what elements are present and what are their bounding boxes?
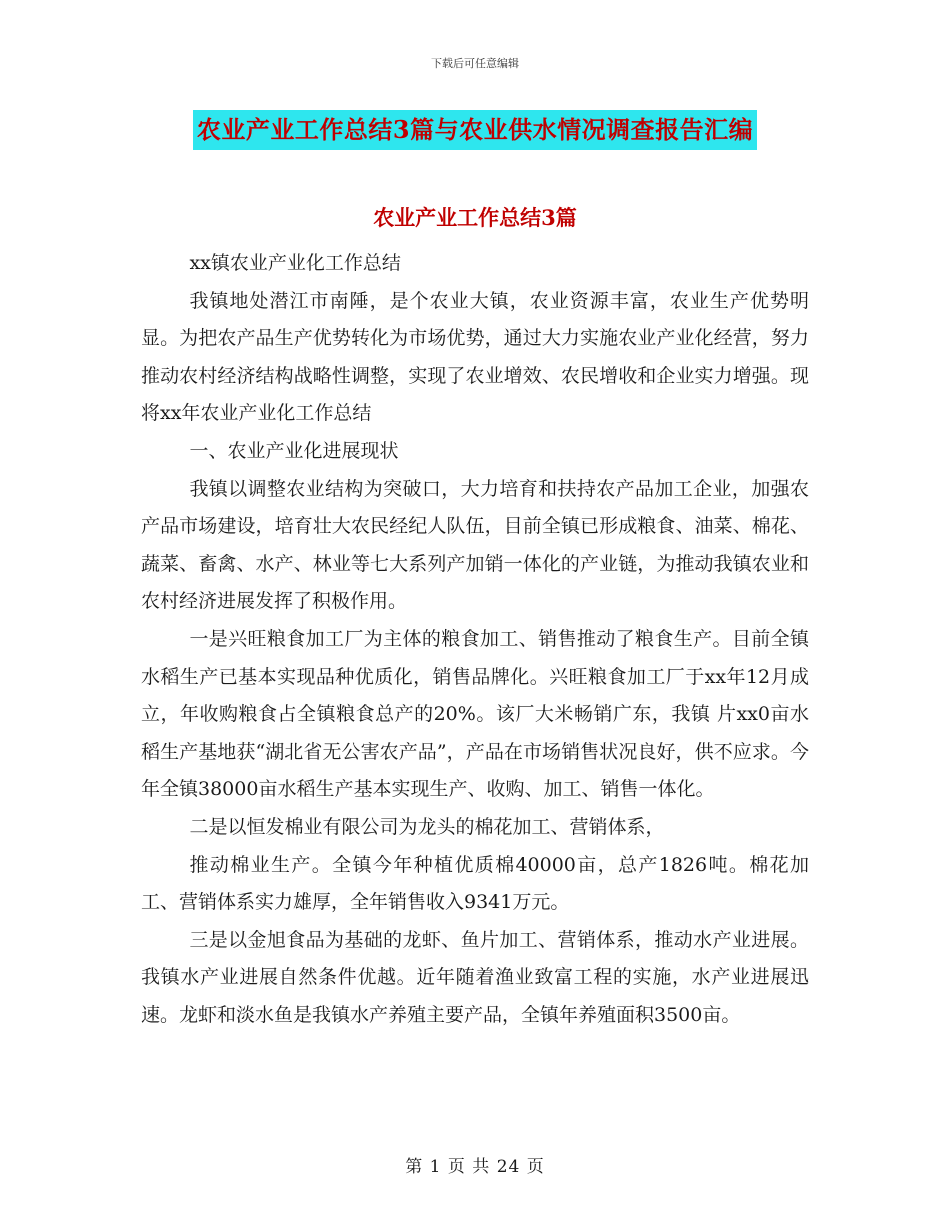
paragraph-heading: 一、农业产业化进展现状 xyxy=(189,439,399,462)
paragraph: 三是以金旭食品为基础的龙虾、鱼片加工、营销体系，推动水产业进展。我镇水产业进展自然条件优越。近年随着渔业致富工程的实施，水产业进展迅速。龙虾和淡水鱼是我镇水产养殖主要产品，全镇年养殖面积3500亩。 xyxy=(141,928,809,1026)
page-footer: 第 1 页 共 24 页 xyxy=(405,1157,545,1177)
document-title-text: 农业产业工作总结3篇与农业供水情况调查报告汇编 xyxy=(193,110,757,150)
paragraph-subtitle: xx镇农业产业化工作总结 xyxy=(189,252,401,274)
paragraph: 推动棉业生产。全镇今年种植优质棉40000亩，总产1826吨。棉花加工、营销体系实力雄厚，全年销售收入9341万元。 xyxy=(141,853,809,914)
paragraph: 我镇地处潜江市南陲，是个农业大镇，农业资源丰富，农业生产优势明显。为把农产品生产优势转化为市场优势，通过大力实施农业产业化经营，努力推动农村经济结构战略性调整，实现了农业增效、农民增收和企业实力增强。现将xx年农业产业化工作总结 xyxy=(141,289,809,425)
header-note: 下载后可任意编辑 xyxy=(431,57,519,70)
paragraph: 二是以恒发棉业有限公司为龙头的棉花加工、营销体系， xyxy=(189,815,665,838)
section-title: 农业产业工作总结3篇 xyxy=(373,205,577,230)
paragraph: 我镇以调整农业结构为突破口，大力培育和扶持农产品加工企业，加强农产品市场建设，培育壮大农民经纪人队伍，目前全镇已形成粮食、油菜、棉花、蔬菜、畜禽、水产、林业等七大系列产加销一体化的产业链，为推动我镇农业和农村经济进展发挥了积极作用。 xyxy=(141,477,809,613)
document-title xyxy=(0,110,950,150)
paragraph: 一是兴旺粮食加工厂为主体的粮食加工、销售推动了粮食生产。目前全镇水稻生产已基本实现品种优质化，销售品牌化。兴旺粮食加工厂于xx年12月成立，年收购粮食占全镇粮食总产的20%。该厂大米畅销广东，我镇 片xx0亩水稻生产基地获“湖北省无公害农产品”，产品在市场销售状况良好，供不应求。今年全镇38000亩水稻生产基本实现生产、收购、加工、销售一体化。 xyxy=(141,627,809,801)
document-body xyxy=(141,245,809,1034)
